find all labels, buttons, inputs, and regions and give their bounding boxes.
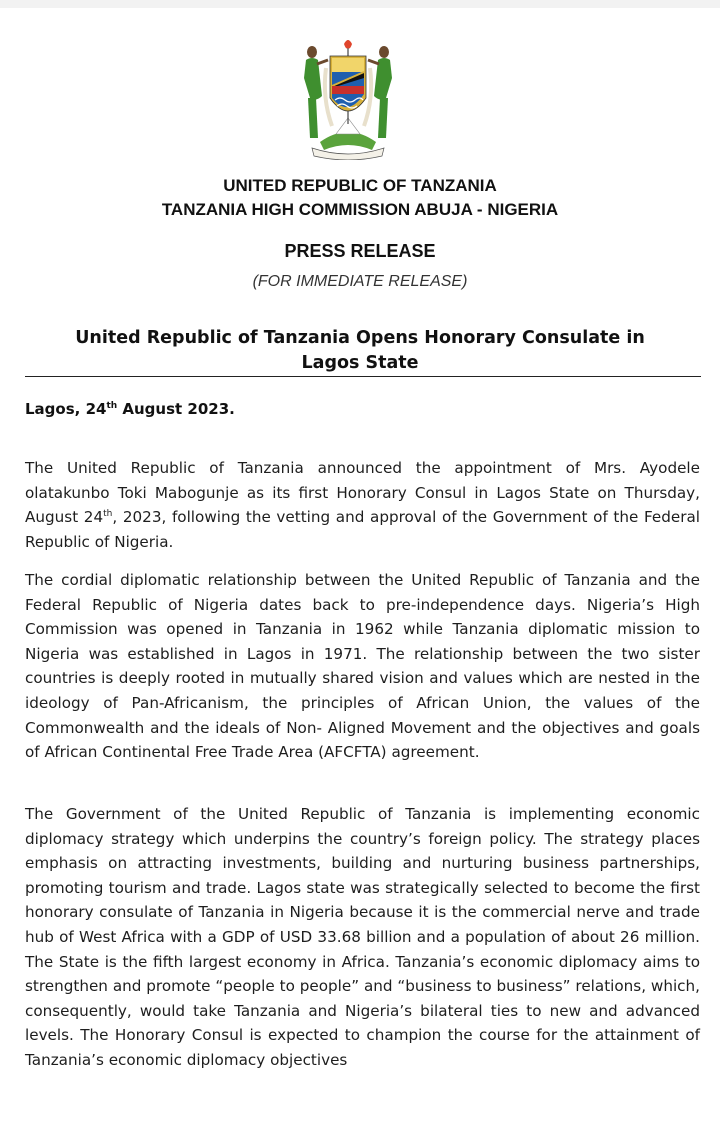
country-name: UNITED REPUBLIC OF TANZANIA bbox=[223, 176, 497, 195]
title-line-2: Lagos State bbox=[301, 353, 419, 373]
top-bar bbox=[0, 0, 720, 8]
dateline-sup: th bbox=[106, 401, 118, 411]
coat-of-arms-icon bbox=[298, 38, 398, 160]
press-release-title bbox=[40, 326, 680, 376]
title-divider bbox=[25, 376, 701, 377]
dateline-prefix: Lagos, 24 bbox=[25, 400, 107, 418]
paragraph-economic-diplomacy: The Government of the United Republic of Tanzania is implementing economic diplomacy strategy which underpins the country’s foreign policy. The strategy places emphasis on attracting investments, building and nurturing business partnerships, promoting tourism and trade. Lagos state was strategically selected to become the first honorary consulate of Tanzania in Nigeria because it is the commercial nerve and trade hub of West Africa with a GDP of USD 33.68 billion and a population of about 26 million. The State is the fifth largest economy in Africa. Tanzania’s economic diplomacy aims to strengthen and promote “people to people” and “business to business” relations, which, consequently, would take Tanzania and Nigeria’s bilateral ties to new and advanced levels. The Honorary Consul is expected to champion the course for the attainment of Tanzania’s economic diplomacy objectives bbox=[25, 805, 700, 1069]
document-type: PRESS RELEASE bbox=[284, 241, 436, 261]
paragraph-1-part-b: , 2023, following the vetting and approval of the Government of the Federal Republic of Nigeria. bbox=[25, 508, 700, 551]
paragraph-relationship: The cordial diplomatic relationship between the United Republic of Tanzania and the Federal Republic of Nigeria dates back to pre-independence days. Nigeria’s High Commission was opened in Tanzania in 1962 while Tanzania diplomatic mission to Nigeria was established in Lagos in 1971. The relationship between the two sister countries is deeply rooted in mutually shared vision and values which are nested in the ideology of Pan-Africanism, the principles of African Union, the values of the Commonwealth and the ideals of Non- Aligned Movement and the objectives and goals of African Continental Free Trade Area (AFCFTA) agreement. bbox=[25, 571, 700, 762]
paragraph-1-part-a: The United Republic of Tanzania announced the appointment of Mrs. Ayodele olatakunbo Toki Mabogunje as its first Honorary Consul in Lagos State on Thursday, August 24 bbox=[25, 459, 700, 527]
dateline-suffix: August 2023. bbox=[117, 400, 235, 418]
paragraph-appointment bbox=[25, 456, 700, 554]
commission-name: TANZANIA HIGH COMMISSION ABUJA - NIGERIA bbox=[161, 200, 559, 219]
dateline bbox=[25, 400, 235, 418]
release-note: (FOR IMMEDIATE RELEASE) bbox=[252, 273, 468, 290]
paragraph-1-sup: th bbox=[103, 509, 113, 520]
title-line-1: United Republic of Tanzania Opens Honorary Consulate in bbox=[75, 328, 645, 348]
